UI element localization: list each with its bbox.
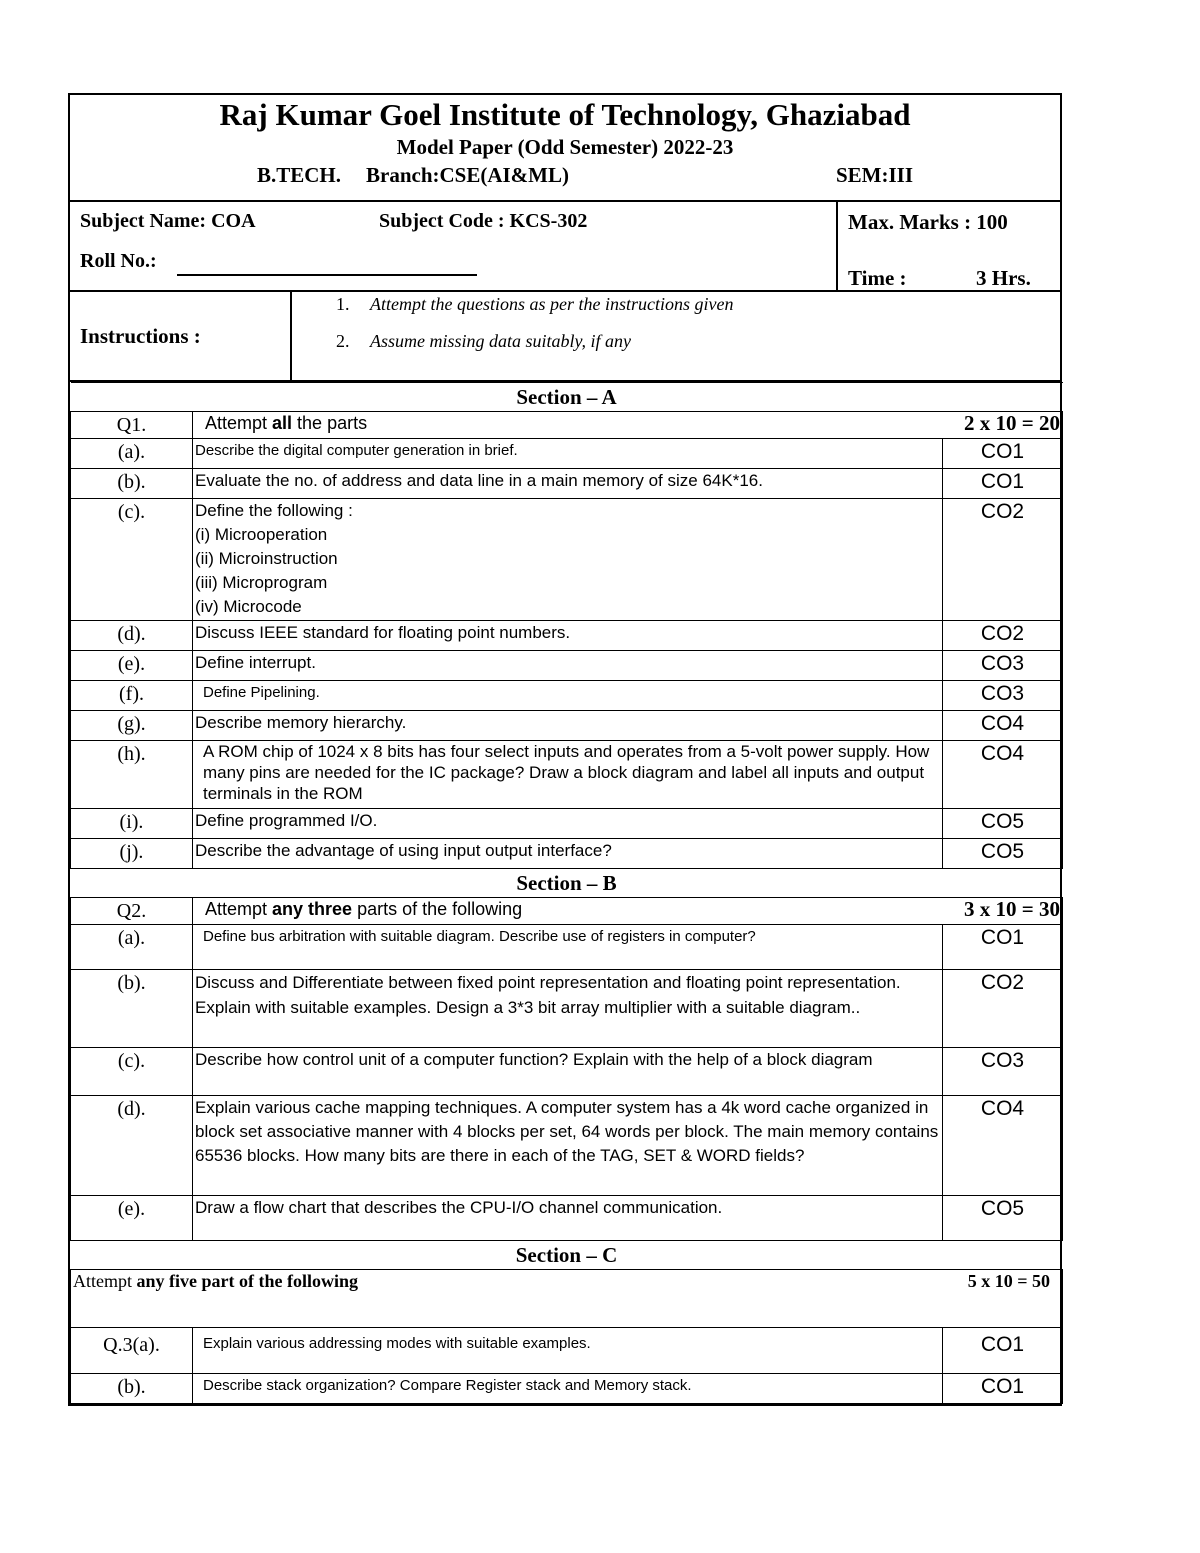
course-outcome: CO1 xyxy=(943,1328,1063,1374)
question-label: (j). xyxy=(71,839,193,869)
question-label: (d). xyxy=(71,1096,193,1196)
course-outcome: CO4 xyxy=(943,741,1063,809)
institute-name: Raj Kumar Goel Institute of Technology, Ghaziabad xyxy=(219,97,911,132)
attempt-emphasis: any three xyxy=(272,899,353,919)
section-marks: 2 x 10 = 20 xyxy=(964,411,1060,435)
time-value: 3 Hrs. xyxy=(976,266,1031,290)
course-outcome: CO1 xyxy=(943,925,1063,970)
attempt-text: Attempt xyxy=(73,1271,137,1291)
question-row xyxy=(71,651,1063,681)
subject-name: Subject Name: COA xyxy=(80,210,256,232)
attempt-text: Attempt xyxy=(205,899,273,919)
sub-item: (iv) Microcode xyxy=(195,597,302,616)
course-outcome: CO5 xyxy=(943,809,1063,839)
attempt-instruction xyxy=(71,1270,1063,1328)
instructions-block xyxy=(70,292,1060,382)
question-number: Q2. xyxy=(71,898,193,925)
question-text: Explain various cache mapping techniques. A computer system has a 4k word cache organized in block set associative manner with 4 blocks per set, 64 words per block. The main memory contains 65536 blocks. How many bits are there in each of the TAG, SET & WORD fields? xyxy=(193,1096,943,1196)
course-outcome: CO4 xyxy=(943,711,1063,741)
question-row xyxy=(71,499,1063,621)
section-c-title: Section – C xyxy=(71,1241,1063,1270)
question-label: (i). xyxy=(71,809,193,839)
question-text: Define Pipelining. xyxy=(193,681,943,711)
course-outcome: CO5 xyxy=(943,839,1063,869)
course-outcome: CO4 xyxy=(943,1096,1063,1196)
divider xyxy=(290,292,292,380)
question-row xyxy=(71,1196,1063,1241)
question-row xyxy=(71,970,1063,1048)
subject-code: Subject Code : KCS-302 xyxy=(379,210,588,232)
section-marks: 3 x 10 = 30 xyxy=(964,897,1060,921)
course-outcome: CO3 xyxy=(943,1048,1063,1096)
question-label: (e). xyxy=(71,651,193,681)
sub-item: (i) Microoperation xyxy=(195,525,328,544)
attempt-emphasis: any five part of the following xyxy=(136,1271,358,1291)
time-label: Time : xyxy=(848,266,907,290)
question-label: (a). xyxy=(71,439,193,469)
question-text: Define interrupt. xyxy=(193,651,943,681)
question-label: (d). xyxy=(71,621,193,651)
instruction-item: Assume missing data suitably, if any xyxy=(370,331,631,351)
max-marks: Max. Marks : 100 xyxy=(848,210,1008,234)
course-outcome: CO1 xyxy=(943,469,1063,499)
question-row xyxy=(71,1328,1063,1374)
question-text: Describe memory hierarchy. xyxy=(193,711,943,741)
attempt-instruction xyxy=(193,412,1063,439)
question-text: Describe the advantage of using input output interface? xyxy=(193,839,943,869)
questions-table xyxy=(70,382,1063,1404)
subject-info xyxy=(70,202,1060,292)
instruction-number: 1. xyxy=(336,294,350,314)
question-label: (h). xyxy=(71,741,193,809)
question-row xyxy=(71,621,1063,651)
instruction-number: 2. xyxy=(336,331,350,351)
question-label: (a). xyxy=(71,925,193,970)
paper-header xyxy=(70,95,1060,202)
question-label: Q.3(a). xyxy=(71,1328,193,1374)
question-number: Q1. xyxy=(71,412,193,439)
paper-title: Model Paper (Odd Semester) 2022-23 xyxy=(396,135,734,159)
roll-number-label: Roll No.: xyxy=(80,250,157,272)
question-text: Discuss IEEE standard for floating point numbers. xyxy=(193,621,943,651)
question-row xyxy=(71,439,1063,469)
course-outcome: CO3 xyxy=(943,651,1063,681)
question-label: (b). xyxy=(71,970,193,1048)
question-text: A ROM chip of 1024 x 8 bits has four select inputs and operates from a 5-volt power supply. How many pins are needed for the IC package? Draw a block diagram and label all inputs and output terminals in the ROM xyxy=(193,741,943,809)
instructions-label: Instructions : xyxy=(80,324,201,348)
question-text xyxy=(193,499,943,621)
course-outcome: CO5 xyxy=(943,1196,1063,1241)
attempt-text: Attempt xyxy=(205,413,273,433)
question-label: (f). xyxy=(71,681,193,711)
section-b-title: Section – B xyxy=(71,869,1063,898)
question-row xyxy=(71,681,1063,711)
question-row xyxy=(71,809,1063,839)
section-c-header xyxy=(71,1270,1063,1328)
section-marks: 5 x 10 = 50 xyxy=(967,1271,1050,1291)
branch-label: Branch:CSE(AI&ML) xyxy=(366,163,569,187)
question-text: Define programmed I/O. xyxy=(193,809,943,839)
section-a-header xyxy=(71,412,1063,439)
question-text: Define bus arbitration with suitable diagram. Describe use of registers in computer? xyxy=(193,925,943,970)
question-label: (g). xyxy=(71,711,193,741)
question-label: (b). xyxy=(71,469,193,499)
question-row xyxy=(71,469,1063,499)
question-label: (c). xyxy=(71,499,193,621)
attempt-text: the parts xyxy=(292,413,368,433)
question-text: Describe how control unit of a computer function? Explain with the help of a block diagram xyxy=(193,1048,943,1096)
section-a-title: Section – A xyxy=(71,383,1063,412)
attempt-emphasis: all xyxy=(272,413,293,433)
semester-label: SEM:III xyxy=(836,163,914,187)
question-text: Discuss and Differentiate between fixed point representation and floating point representation. Explain with suitable examples. Design a 3*3 bit array multiplier with a suitable diagram.. xyxy=(193,970,943,1048)
question-row xyxy=(71,741,1063,809)
question-text: Describe the digital computer generation in brief. xyxy=(193,439,943,469)
question-row xyxy=(71,711,1063,741)
course-outcome: CO3 xyxy=(943,681,1063,711)
sub-item: (iii) Microprogram xyxy=(195,573,328,592)
question-text: Draw a flow chart that describes the CPU-I/O channel communication. xyxy=(193,1196,943,1241)
question-paper xyxy=(68,93,1062,1406)
question-text: Evaluate the no. of address and data line in a main memory of size 64K*16. xyxy=(193,469,943,499)
course-outcome: CO1 xyxy=(943,439,1063,469)
sub-item: (ii) Microinstruction xyxy=(195,549,338,568)
program-label: B.TECH. xyxy=(257,163,342,187)
course-outcome: CO2 xyxy=(943,621,1063,651)
question-row xyxy=(71,1096,1063,1196)
question-label: (e). xyxy=(71,1196,193,1241)
attempt-text: parts of the following xyxy=(352,899,523,919)
divider xyxy=(836,202,838,290)
question-row xyxy=(71,839,1063,869)
question-label: (c). xyxy=(71,1048,193,1096)
course-outcome: CO2 xyxy=(943,970,1063,1048)
question-row xyxy=(71,1048,1063,1096)
question-text: Describe stack organization? Compare Register stack and Memory stack. xyxy=(193,1374,943,1404)
course-outcome: CO1 xyxy=(943,1374,1063,1404)
question-row xyxy=(71,1374,1063,1404)
question-row xyxy=(71,925,1063,970)
question-text: Explain various addressing modes with suitable examples. xyxy=(193,1328,943,1374)
question-intro: Define the following : xyxy=(195,501,353,520)
question-label: (b). xyxy=(71,1374,193,1404)
course-outcome: CO2 xyxy=(943,499,1063,621)
instruction-item: Attempt the questions as per the instructions given xyxy=(370,294,734,314)
section-b-header xyxy=(71,898,1063,925)
attempt-instruction xyxy=(193,898,1063,925)
roll-number-blank xyxy=(177,274,477,276)
